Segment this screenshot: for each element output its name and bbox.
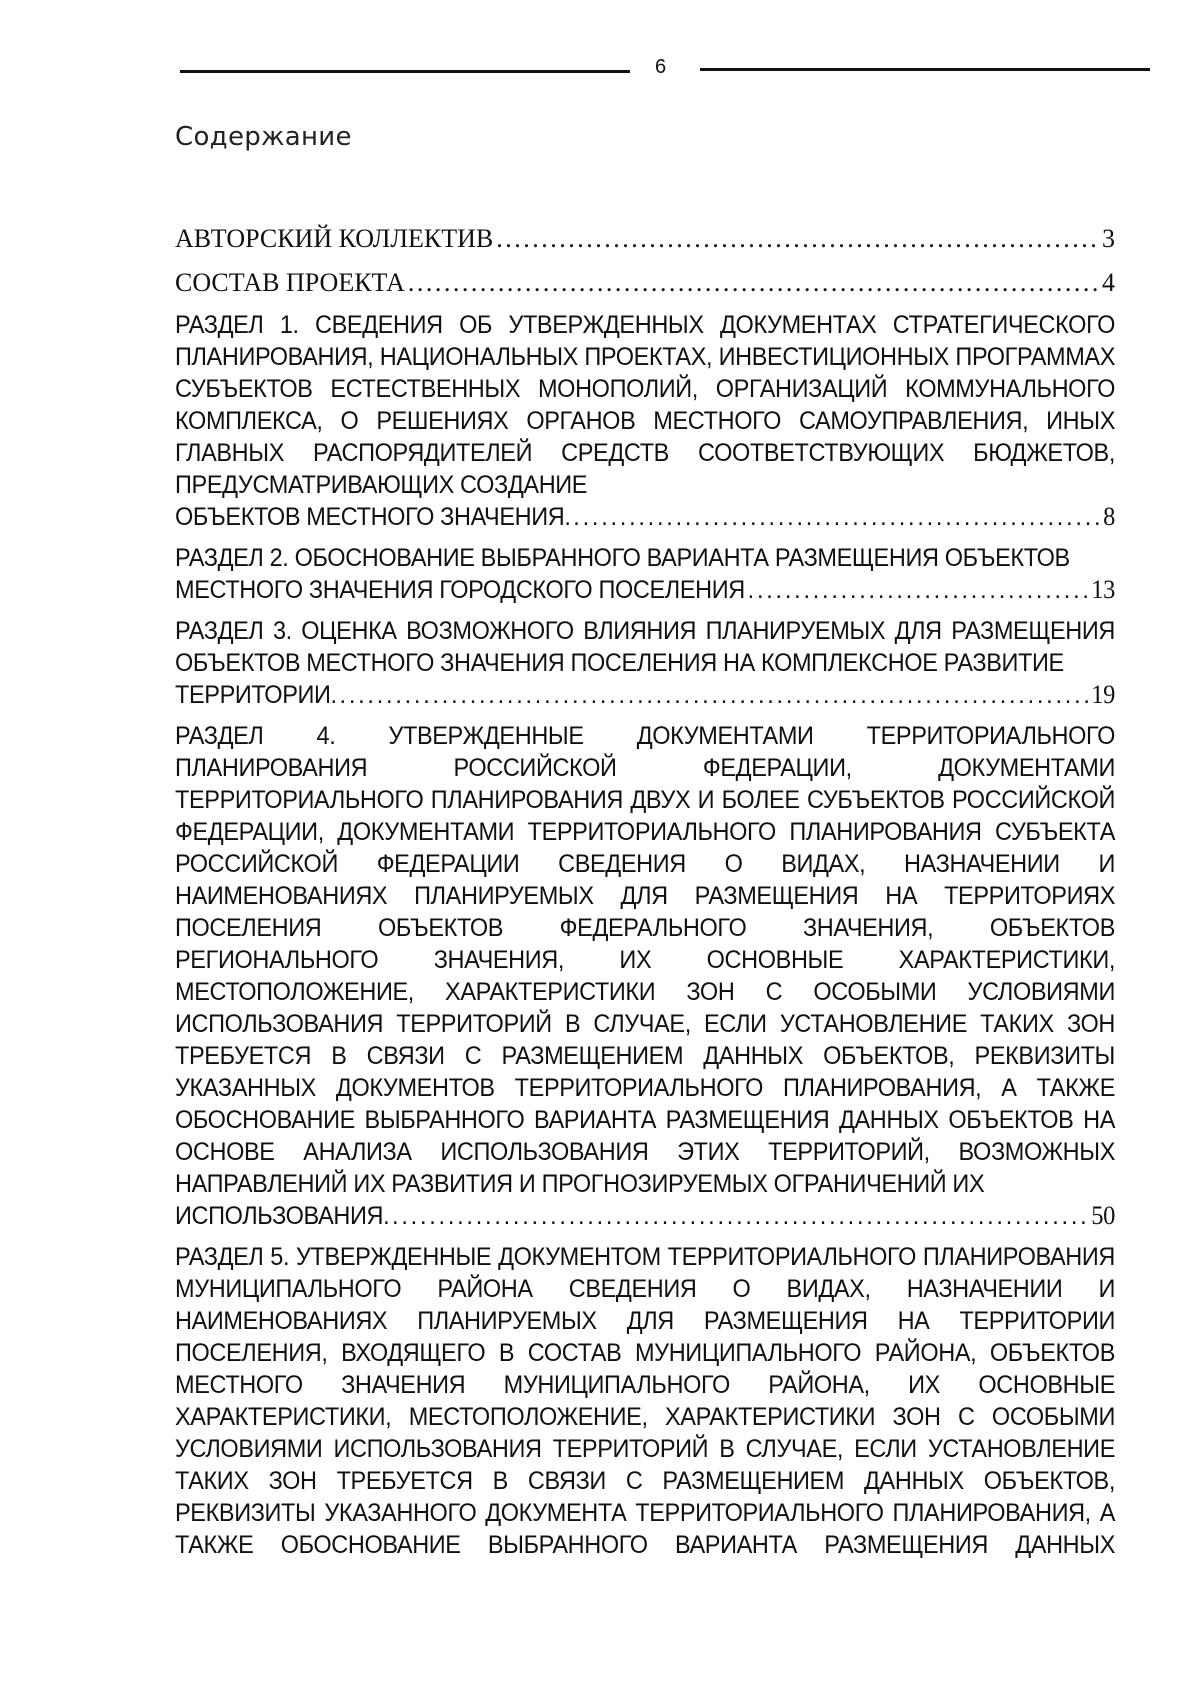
toc-entry-body: РАЗДЕЛ 2. ОБОСНОВАНИЕ ВЫБРАННОГО ВАРИАНТА РАЗМЕЩЕНИЯ ОБЪЕКТОВ bbox=[175, 544, 1070, 572]
toc-entry-last-line: МЕСТНОГО ЗНАЧЕНИЯ ГОРОДСКОГО ПОСЕЛЕНИЯ bbox=[175, 576, 745, 604]
toc-entry-body: РАЗДЕЛ 5. УТВЕРЖДЕННЫЕ ДОКУМЕНТОМ ТЕРРИТОРИАЛЬНОГО ПЛАНИРОВАНИЯ МУНИЦИПАЛЬНОГО РАЙОНА СВЕДЕНИЯ О ВИДАХ, НАЗНАЧЕНИИ И НАИМЕНОВАНИЯХ ПЛАНИРУЕМЫХ ДЛЯ РАЗМЕЩЕНИЯ НА ТЕРРИТОРИИ ПОСЕЛЕНИЯ, ВХОДЯЩЕГО В СОСТАВ МУНИЦИПАЛЬНОГО РАЙОНА, ОБЪЕКТОВ МЕСТНОГО ЗНАЧЕНИЯ МУНИЦИПАЛЬНОГО РАЙОНА, ИХ ОСНОВНЫЕ ХАРАКТЕРИСТИКИ, МЕСТОПОЛОЖЕНИЕ, ХАРАКТЕРИСТИКИ ЗОН С ОСОБЫМИ УСЛОВИЯМИ ИСПОЛЬЗОВАНИЯ ТЕРРИТОРИЙ В СЛУЧАЕ, ЕСЛИ УСТАНОВЛЕНИЕ ТАКИХ ЗОН ТРЕБУЕТСЯ В СВЯЗИ С РАЗМЕЩЕНИЕМ ДАННЫХ ОБЪЕКТОВ, РЕКВИЗИТЫ УКАЗАННОГО ДОКУМЕНТА ТЕРРИТОРИАЛЬНОГО ПЛАНИРОВАНИЯ, А ТАКЖЕ ОБОСНОВАНИЕ ВЫБРАННОГО ВАРИАНТА РАЗМЕЩЕНИЯ ДАННЫХ bbox=[175, 1243, 1115, 1559]
toc-entry-last-line: ИСПОЛЬЗОВАНИЯ. bbox=[175, 1202, 390, 1230]
toc-entry-page: 19 bbox=[1091, 680, 1115, 709]
dot-leader bbox=[573, 501, 1100, 533]
header-rule-left bbox=[180, 70, 630, 73]
dot-leader bbox=[748, 574, 1089, 606]
toc-entry-section-3[interactable] bbox=[175, 615, 1115, 711]
page-header bbox=[0, 50, 1200, 90]
table-of-contents bbox=[175, 221, 1115, 1570]
toc-entry-section-1[interactable] bbox=[175, 309, 1115, 533]
dot-leader bbox=[496, 221, 1099, 256]
toc-entry-last-line: ОБЪЕКТОВ МЕСТНОГО ЗНАЧЕНИЯ. bbox=[175, 503, 571, 531]
header-rule-right bbox=[700, 68, 1150, 71]
dot-leader bbox=[392, 1200, 1088, 1232]
toc-entry-page: 8 bbox=[1103, 502, 1115, 531]
toc-entry-page: 50 bbox=[1091, 1201, 1115, 1230]
page-number: 6 bbox=[655, 56, 667, 78]
toc-entry-project-composition[interactable] bbox=[175, 265, 1115, 300]
toc-entry-page: 13 bbox=[1091, 575, 1115, 604]
toc-entry-page: 3 bbox=[1102, 224, 1115, 253]
dot-leader bbox=[408, 265, 1099, 300]
toc-entry-authors[interactable] bbox=[175, 221, 1115, 256]
toc-entry-title: СОСТАВ ПРОЕКТА bbox=[175, 268, 405, 297]
toc-entry-page: 4 bbox=[1102, 268, 1115, 297]
toc-entry-section-2[interactable] bbox=[175, 542, 1115, 606]
toc-entry-section-4[interactable] bbox=[175, 720, 1115, 1232]
dot-leader bbox=[340, 679, 1089, 711]
toc-entry-body: РАЗДЕЛ 3. ОЦЕНКА ВОЗМОЖНОГО ВЛИЯНИЯ ПЛАНИРУЕМЫХ ДЛЯ РАЗМЕЩЕНИЯ ОБЪЕКТОВ МЕСТНОГО ЗНАЧЕНИЯ ПОСЕЛЕНИЯ НА КОМПЛЕКСНОЕ РАЗВИТИЕ bbox=[175, 617, 1115, 677]
toc-heading: Содержание bbox=[175, 122, 352, 152]
toc-entry-body: РАЗДЕЛ 1. СВЕДЕНИЯ ОБ УТВЕРЖДЕННЫХ ДОКУМЕНТАХ СТРАТЕГИЧЕСКОГО ПЛАНИРОВАНИЯ, НАЦИОНАЛЬНЫХ ПРОЕКТАХ, ИНВЕСТИЦИОННЫХ ПРОГРАММАХ СУБЪЕКТОВ ЕСТЕСТВЕННЫХ МОНОПОЛИЙ, ОРГАНИЗАЦИЙ КОММУНАЛЬНОГО КОМПЛЕКСА, О РЕШЕНИЯХ ОРГАНОВ МЕСТНОГО САМОУПРАВЛЕНИЯ, ИНЫХ ГЛАВНЫХ РАСПОРЯДИТЕЛЕЙ СРЕДСТВ СООТВЕТСТВУЮЩИХ БЮДЖЕТОВ, ПРЕДУСМАТРИВАЮЩИХ СОЗДАНИЕ bbox=[175, 311, 1115, 499]
toc-entry-body: РАЗДЕЛ 4. УТВЕРЖДЕННЫЕ ДОКУМЕНТАМИ ТЕРРИТОРИАЛЬНОГО ПЛАНИРОВАНИЯ РОССИЙСКОЙ ФЕДЕРАЦИИ, ДОКУМЕНТАМИ ТЕРРИТОРИАЛЬНОГО ПЛАНИРОВАНИЯ ДВУХ И БОЛЕЕ СУБЪЕКТОВ РОССИЙСКОЙ ФЕДЕРАЦИИ, ДОКУМЕНТАМИ ТЕРРИТОРИАЛЬНОГО ПЛАНИРОВАНИЯ СУБЪЕКТА РОССИЙСКОЙ ФЕДЕРАЦИИ СВЕДЕНИЯ О ВИДАХ, НАЗНАЧЕНИИ И НАИМЕНОВАНИЯХ ПЛАНИРУЕМЫХ ДЛЯ РАЗМЕЩЕНИЯ НА ТЕРРИТОРИЯХ ПОСЕЛЕНИЯ ОБЪЕКТОВ ФЕДЕРАЛЬНОГО ЗНАЧЕНИЯ, ОБЪЕКТОВ РЕГИОНАЛЬНОГО ЗНАЧЕНИЯ, ИХ ОСНОВНЫЕ ХАРАКТЕРИСТИКИ, МЕСТОПОЛОЖЕНИЕ, ХАРАКТЕРИСТИКИ ЗОН С ОСОБЫМИ УСЛОВИЯМИ ИСПОЛЬЗОВАНИЯ ТЕРРИТОРИЙ В СЛУЧАЕ, ЕСЛИ УСТАНОВЛЕНИЕ ТАКИХ ЗОН ТРЕБУЕТСЯ В СВЯЗИ С РАЗМЕЩЕНИЕМ ДАННЫХ ОБЪЕКТОВ, РЕКВИЗИТЫ УКАЗАННЫХ ДОКУМЕНТОВ ТЕРРИТОРИАЛЬНОГО ПЛАНИРОВАНИЯ, А ТАКЖЕ ОБОСНОВАНИЕ ВЫБРАННОГО ВАРИАНТА РАЗМЕЩЕНИЯ ДАННЫХ ОБЪЕКТОВ НА ОСНОВЕ АНАЛИЗА ИСПОЛЬЗОВАНИЯ ЭТИХ ТЕРРИТОРИЙ, ВОЗМОЖНЫХ НАПРАВЛЕНИЙ ИХ РАЗВИТИЯ И ПРОГНОЗИРУЕМЫХ ОГРАНИЧЕНИЙ ИХ bbox=[175, 722, 1115, 1198]
toc-entry-title: АВТОРСКИЙ КОЛЛЕКТИВ bbox=[175, 224, 494, 253]
toc-entry-last-line: ТЕРРИТОРИИ. bbox=[175, 681, 337, 709]
toc-entry-section-5[interactable] bbox=[175, 1241, 1115, 1561]
